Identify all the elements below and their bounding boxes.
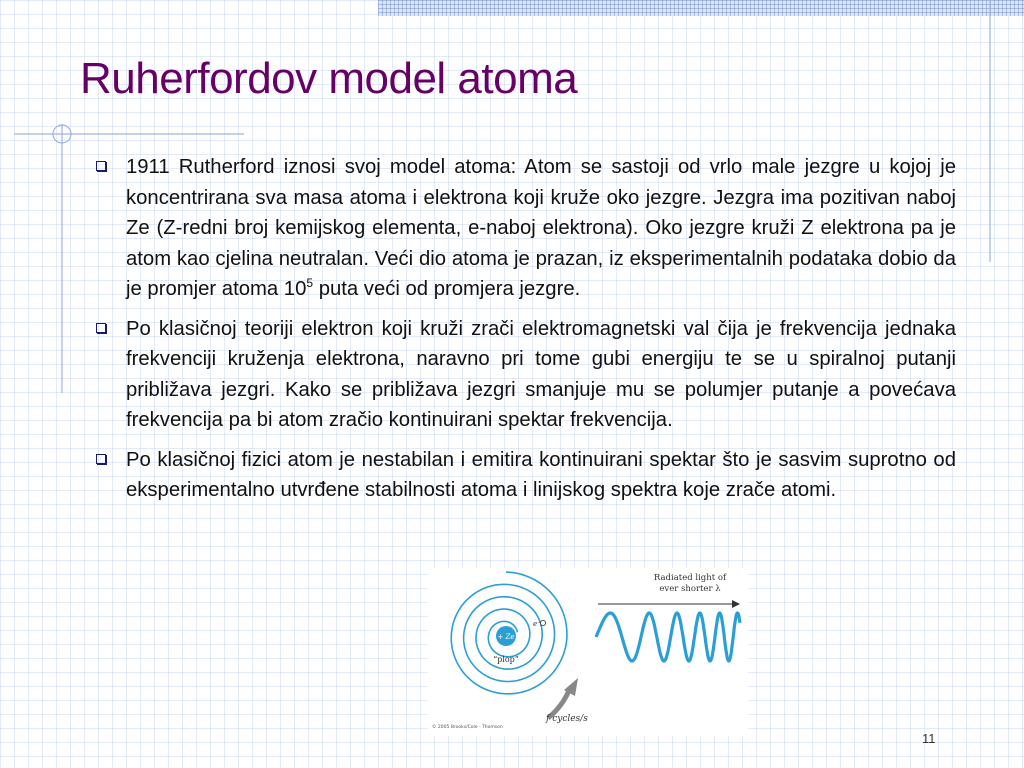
bullet-item: [96, 152, 956, 305]
electron-icon: [540, 620, 545, 625]
bullet-text: Po klasičnoj teoriji elektron koji kruži zrači elektromagnetski val čija je frekvencija jednaka frekvenciji kruženja elektrona, naravno pri tome gubi energiju te se u spiralnoj putanji približava jezgri. Kako se približava jezgri smanjuje mu se polumjer putanje a povećava frekvencija pa bi atom zračio kontinuirani spektar frekvencija.: [126, 317, 956, 431]
radiated-label-line1: Radiated light of: [653, 573, 727, 583]
bullet-text-part: 1911 Rutherford iznosi svoj model atoma: Atom se sastoji od vrlo male jezgre u kojoj je koncentrirana sva masa atoma i elektrona koji kruže oko jezgre. Jezgra ima pozitivan naboj Ze (Z-redni broj kemijskog elementa, e-naboj elektrona). Oko jezgre kruži Z elektrona pa je atom kao cjelina neutralan. Veći dio atoma je prazan, iz eksperimentalnih podataka dobio da je promjer atoma 10: [126, 156, 956, 300]
atom-collapse-figure: [428, 568, 748, 736]
square-bullet-icon: [96, 323, 106, 333]
bullet-text: Po klasičnoj fizici atom je nestabilan i emitira kontinuirani spektar što je sasvim suprotno od eksperimentalno utvrđene stabilnosti atoma i linijskog spektra koje zrače atomi.: [126, 448, 956, 501]
bullet-text: [126, 152, 956, 305]
plop-label: “plop”: [493, 655, 519, 664]
bullet-item: [96, 314, 956, 436]
bullet-text-part: puta veći od promjera jezgre.: [313, 278, 581, 300]
page-number: 11: [922, 731, 936, 746]
radiated-label-line2: ever shorter λ: [659, 584, 721, 594]
square-bullet-icon: [96, 161, 106, 171]
electron-label: e⁻: [533, 620, 541, 628]
slide-title: Ruherfordov model atoma: [80, 54, 578, 103]
bullet-item: [96, 445, 956, 506]
square-bullet-icon: [96, 454, 106, 464]
bullet-list: [96, 152, 956, 515]
superscript: 5: [306, 276, 314, 291]
radiation-arrow-head-icon: [732, 600, 740, 608]
copyright-text: © 2005 Brooks/Cole - Thomson: [432, 725, 503, 730]
frequency-axis-label: f cycles/s: [546, 714, 588, 724]
nucleus-label: + Ze: [497, 633, 515, 641]
chirp-wave: [596, 613, 740, 661]
